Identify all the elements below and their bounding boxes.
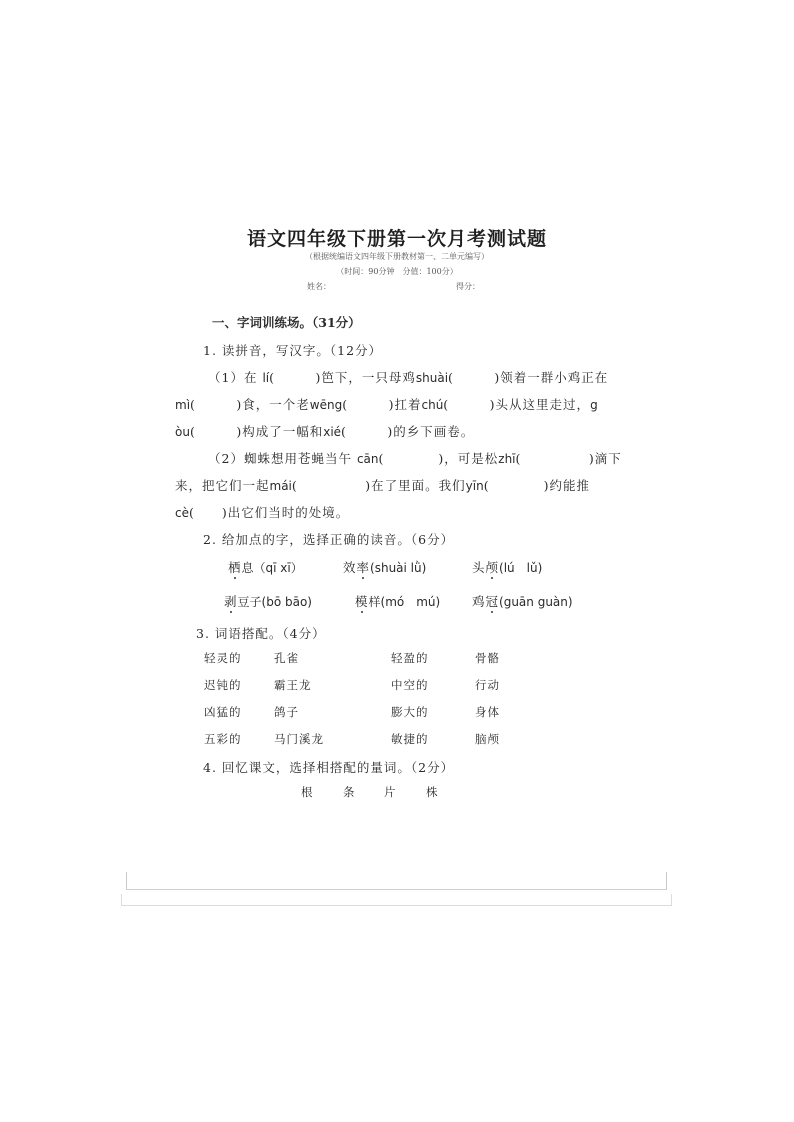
pronunciation-item: 模样(mó mú): [355, 594, 441, 609]
match-word: 膨大的: [391, 705, 429, 719]
page-shadow-right: [671, 894, 672, 906]
question-2-heading: 2. 给加点的字，选择正确的读音。（6分）: [203, 532, 455, 547]
q1-p2-line2: 来，把它们一起mái( )在了里面。我们yīn( )约能推: [175, 478, 590, 493]
measure-word: 株: [426, 785, 439, 799]
measure-word: 条: [343, 785, 356, 799]
q1-p1-line2: mì( )食，一个老wēng( )扛着chú( )头从这里走过，g: [175, 397, 598, 412]
page-border-bottom: [126, 889, 667, 890]
question-3-heading: 3. 词语搭配。（4分）: [196, 626, 326, 641]
match-word: 敏捷的: [391, 732, 429, 746]
subtitle: （根据统编语文四年级下册教材第一、二单元编写）: [305, 252, 489, 261]
match-word: 轻盈的: [391, 651, 429, 665]
match-word: 孔雀: [274, 651, 299, 665]
match-word: 凶猛的: [204, 705, 242, 719]
match-word: 行动: [475, 678, 500, 692]
page-border-right: [666, 872, 667, 890]
measure-word: 片: [384, 785, 397, 799]
match-word: 骨骼: [475, 651, 500, 665]
pronunciation-item: 栖息（qī xī）: [228, 560, 303, 575]
pronunciation-item: 效率(shuài lǜ): [343, 560, 427, 575]
page-border-left: [126, 872, 127, 890]
match-word: 马门溪龙: [274, 732, 324, 746]
match-word: 脑颅: [475, 732, 500, 746]
score-label: 得分：: [456, 282, 480, 291]
pronunciation-item: 剥豆子(bō bāo): [224, 594, 312, 609]
match-word: 中空的: [391, 678, 429, 692]
match-word: 迟钝的: [204, 678, 242, 692]
q1-p1-line1: （1）在 lí( )笆下，一只母鸡shuài( )领着一群小鸡正在: [208, 370, 609, 385]
q1-p2-line1: （2）蜘蛛想用苍蝇当午 cān( )，可是松zhī( )滴下: [208, 451, 622, 466]
question-1-heading: 1. 读拼音，写汉字。（12分）: [203, 343, 383, 358]
question-4-heading: 4. 回忆课文，选择相搭配的量词。（2分）: [203, 760, 455, 775]
page-title: 语文四年级下册第一次月考测试题: [246, 228, 547, 250]
page-shadow-line: [121, 905, 672, 906]
match-word: 霸王龙: [274, 678, 312, 692]
match-word: 身体: [475, 705, 500, 719]
measure-word: 根: [301, 785, 314, 799]
q1-p1-line3: òu( )构成了一幅和xié( )的乡下画卷。: [175, 424, 475, 439]
page-shadow-left: [121, 894, 122, 906]
pronunciation-item: 头颅(lú lǔ): [472, 560, 543, 575]
section-heading: 一、字词训练场。（31分）: [212, 315, 361, 330]
pronunciation-item: 鸡冠(guān guàn): [472, 594, 573, 609]
match-word: 轻灵的: [204, 651, 242, 665]
match-word: 五彩的: [204, 732, 242, 746]
match-word: 鸽子: [274, 705, 299, 719]
exam-meta: （时间：90分钟 分值：100分）: [336, 267, 458, 276]
name-label: 姓名：: [307, 282, 331, 291]
q1-p2-line3: cè( )出它们当时的处境。: [175, 505, 350, 520]
